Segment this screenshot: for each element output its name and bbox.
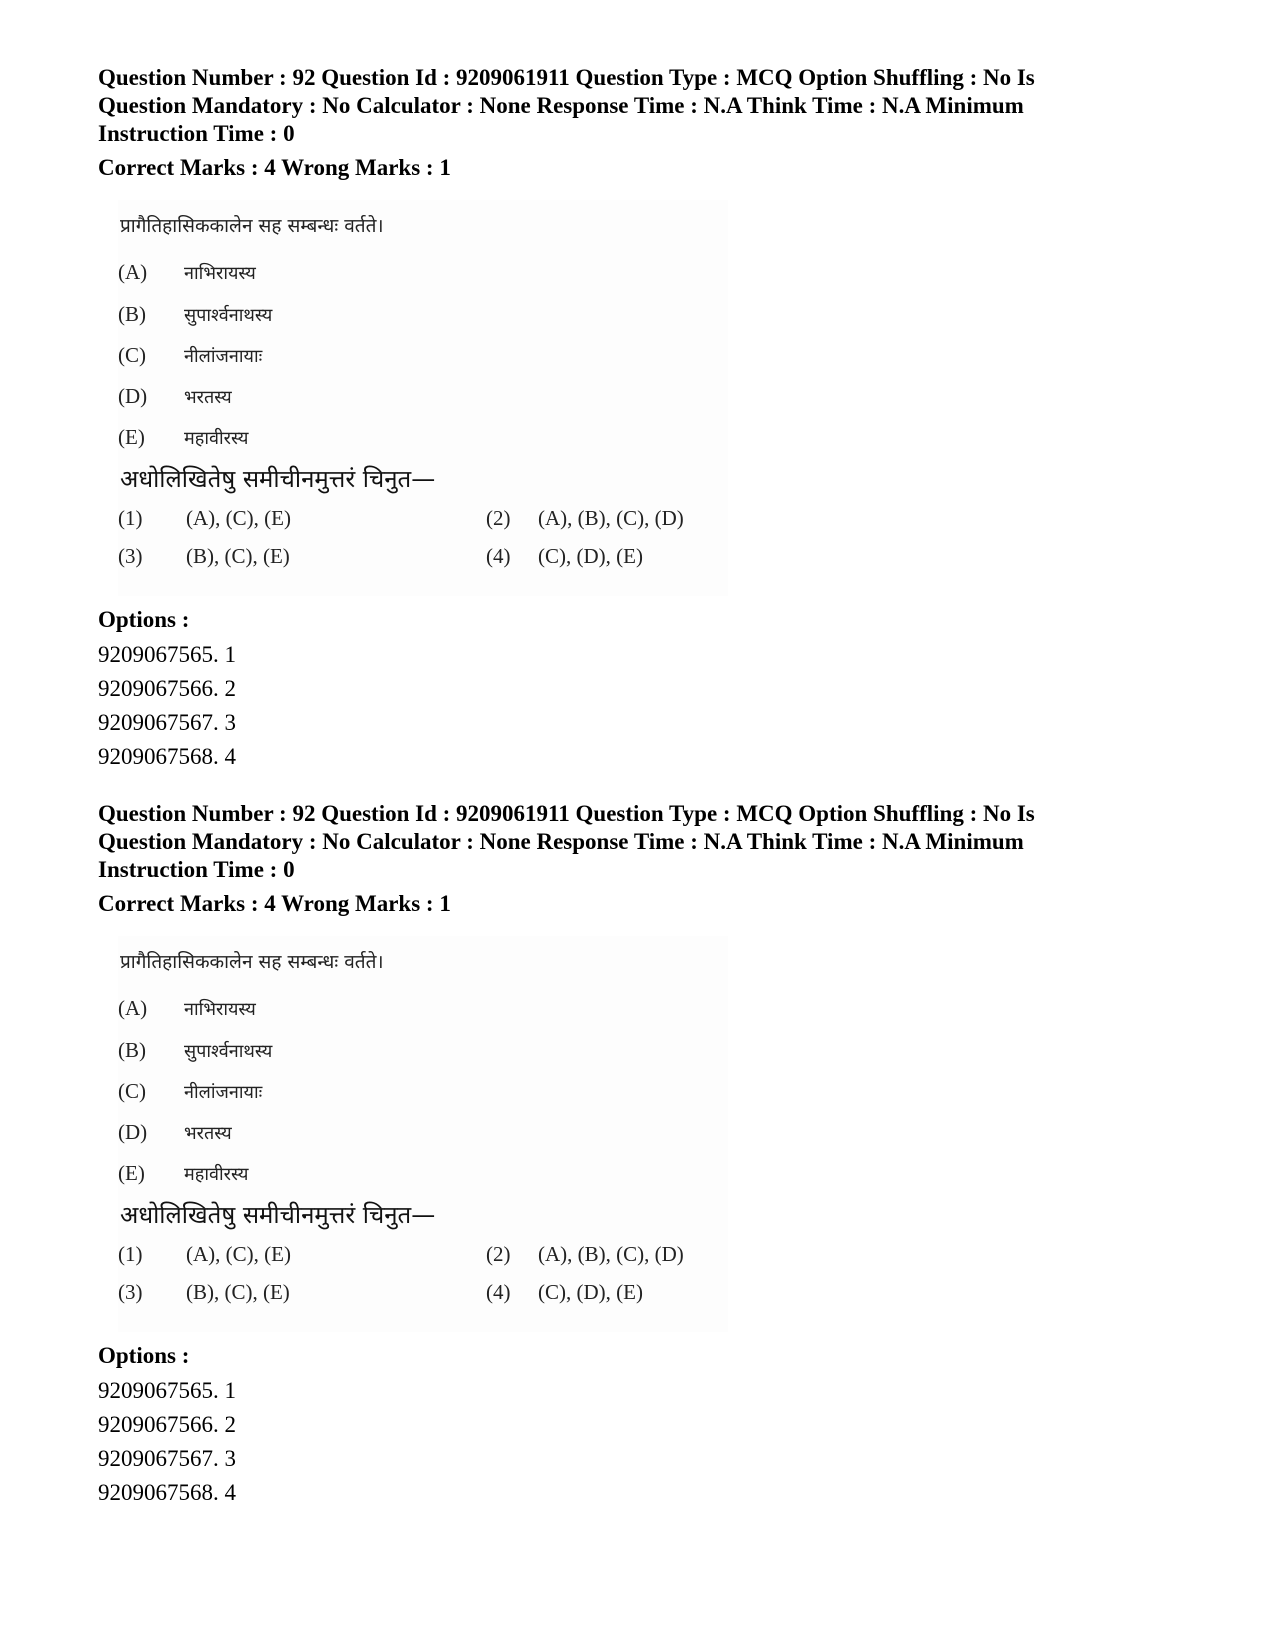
instruction-text: अधोलिखितेषु समीचीनमुत्तरं चिनुत—: [120, 465, 436, 493]
choice-text: (A), (B), (C), (D): [538, 1242, 684, 1266]
options-title: Options :: [98, 1343, 190, 1368]
item-label: (B): [118, 302, 146, 326]
question-meta-line3: Instruction Time : 0: [98, 857, 295, 882]
choice-text: (C), (D), (E): [538, 1280, 643, 1304]
item-text: भरतस्य: [184, 387, 232, 408]
list-item: [118, 1079, 262, 1104]
item-text: नाभिरायस्य: [184, 999, 256, 1020]
option-item: 9209067565. 1: [98, 1378, 236, 1403]
list-item: [118, 302, 272, 327]
marks-line: Correct Marks : 4 Wrong Marks : 1: [98, 891, 451, 916]
choice-number: (4): [486, 544, 511, 568]
answer-choice: [118, 1280, 290, 1305]
choice-text: (C), (D), (E): [538, 544, 643, 568]
question-block-2: [98, 800, 1188, 1510]
item-text: नीलांजनायाः: [184, 346, 263, 367]
question-stem: प्रागैतिहासिककालेन सह सम्बन्धः वर्तते।: [120, 951, 384, 973]
choice-text: (B), (C), (E): [186, 1280, 290, 1304]
choice-number: (3): [118, 1280, 143, 1304]
choice-number: (4): [486, 1280, 511, 1304]
marks-line: Correct Marks : 4 Wrong Marks : 1: [98, 155, 451, 180]
item-label: (D): [118, 1120, 148, 1144]
item-label: (D): [118, 384, 148, 408]
item-text: भरतस्य: [184, 1123, 232, 1144]
item-text: नाभिरायस्य: [184, 263, 256, 284]
question-stem: प्रागैतिहासिककालेन सह सम्बन्धः वर्तते।: [120, 215, 384, 237]
item-label: (A): [118, 260, 148, 284]
item-label: (E): [118, 425, 145, 449]
choice-text: (A), (C), (E): [186, 1242, 291, 1266]
answer-choice: [118, 544, 290, 569]
option-item: 9209067567. 3: [98, 1446, 236, 1471]
question-meta-line1: Question Number : 92 Question Id : 9209061911 Question Type : MCQ Option Shuffling : No Is: [98, 65, 1035, 90]
item-label: (A): [118, 996, 148, 1020]
choice-number: (3): [118, 544, 143, 568]
item-text: सुपार्श्वनाथस्य: [184, 305, 273, 326]
item-text: सुपार्श्वनाथस्य: [184, 1041, 273, 1062]
choice-number: (2): [486, 1242, 511, 1266]
question-meta-line3: Instruction Time : 0: [98, 121, 295, 146]
item-label: (C): [118, 1079, 146, 1103]
question-block-1: [98, 64, 1188, 774]
answer-choice: [486, 506, 684, 531]
options-title: Options :: [98, 607, 190, 632]
list-item: [118, 1038, 272, 1063]
choice-number: (2): [486, 506, 511, 530]
choice-text: (B), (C), (E): [186, 544, 290, 568]
item-label: (B): [118, 1038, 146, 1062]
answer-choice: [118, 506, 291, 531]
question-meta-line2: Question Mandatory : No Calculator : None Response Time : N.A Think Time : N.A Minimum: [98, 93, 1024, 118]
option-item: 9209067566. 2: [98, 676, 236, 701]
answer-choice: [486, 1280, 643, 1305]
item-text: महावीरस्य: [184, 1164, 249, 1185]
item-text: महावीरस्य: [184, 428, 249, 449]
list-item: [118, 996, 256, 1021]
list-item: [118, 343, 262, 368]
option-item: 9209067568. 4: [98, 744, 236, 769]
list-item: [118, 425, 248, 450]
answer-choice: [486, 1242, 684, 1267]
option-item: 9209067568. 4: [98, 1480, 236, 1505]
answer-choice: [486, 544, 643, 569]
list-item: [118, 384, 232, 409]
choice-number: (1): [118, 1242, 143, 1266]
question-image: [118, 200, 728, 596]
question-meta-line2: Question Mandatory : No Calculator : None Response Time : N.A Think Time : N.A Minimum: [98, 829, 1024, 854]
option-item: 9209067567. 3: [98, 710, 236, 735]
list-item: [118, 260, 256, 285]
question-image: [118, 936, 728, 1332]
choice-text: (A), (B), (C), (D): [538, 506, 684, 530]
choice-text: (A), (C), (E): [186, 506, 291, 530]
answer-choice: [118, 1242, 291, 1267]
list-item: [118, 1120, 232, 1145]
list-item: [118, 1161, 248, 1186]
instruction-text: अधोलिखितेषु समीचीनमुत्तरं चिनुत—: [120, 1201, 436, 1229]
choice-number: (1): [118, 506, 143, 530]
item-text: नीलांजनायाः: [184, 1082, 263, 1103]
item-label: (E): [118, 1161, 145, 1185]
option-item: 9209067565. 1: [98, 642, 236, 667]
question-meta-line1: Question Number : 92 Question Id : 9209061911 Question Type : MCQ Option Shuffling : No Is: [98, 801, 1035, 826]
item-label: (C): [118, 343, 146, 367]
option-item: 9209067566. 2: [98, 1412, 236, 1437]
